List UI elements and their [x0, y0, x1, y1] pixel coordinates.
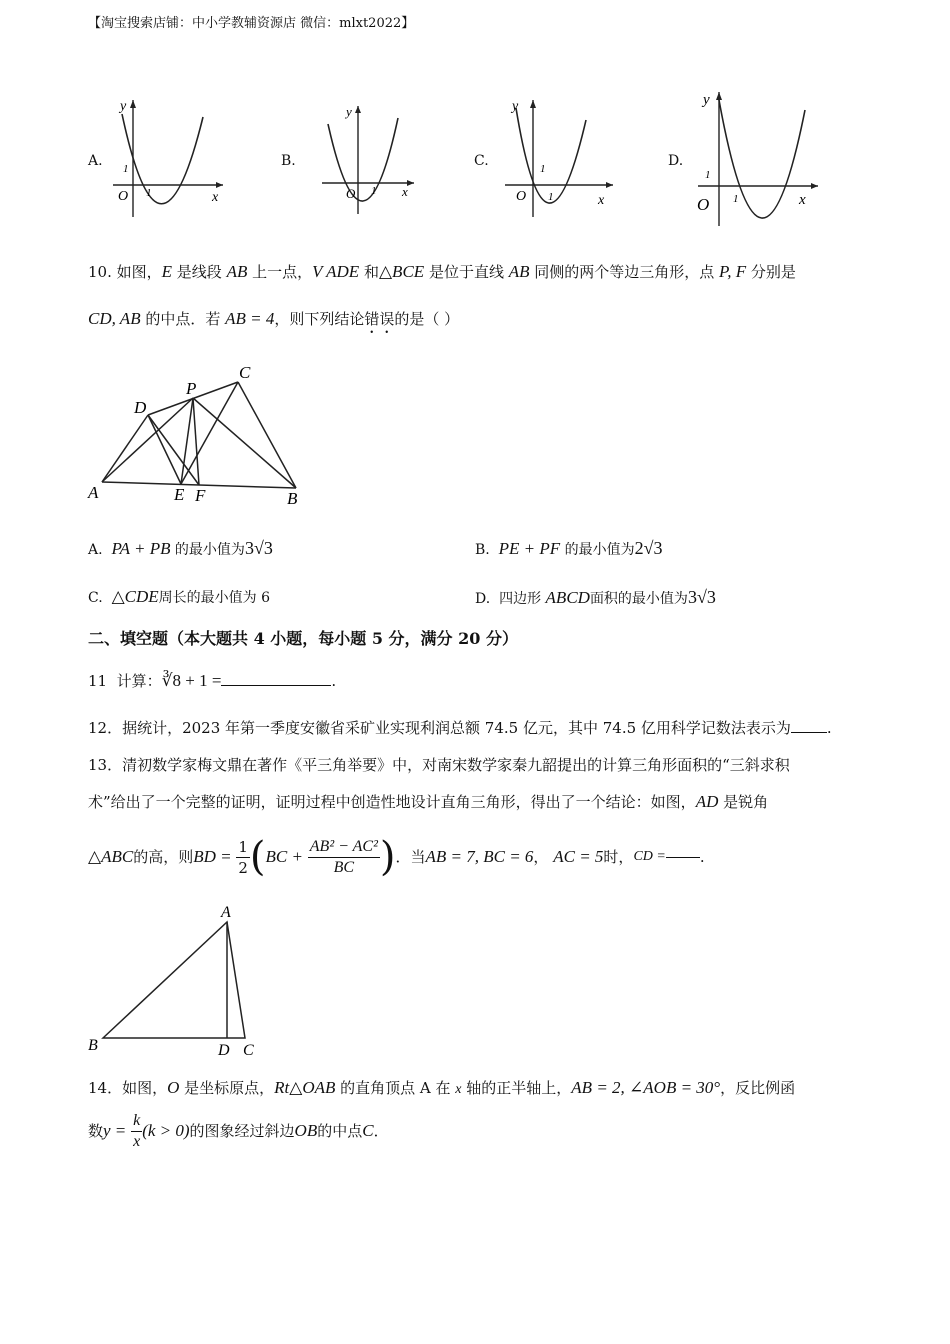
svg-text:O: O — [516, 189, 527, 204]
q10-option-d: D. 四边形 ABCD面积的最小值为3√3 — [475, 587, 716, 607]
q11: 11 计算：∛8 + 1 = . — [88, 671, 337, 690]
svg-text:B: B — [287, 489, 298, 508]
svg-text:x: x — [212, 190, 219, 205]
q13-line2: 术”给出了一个完整的证明，证明过程中创造性地设计直角三角形，得出了一个结论：如图，AD 是锐角 — [88, 792, 769, 811]
svg-text:y: y — [512, 99, 519, 114]
svg-text:O: O — [118, 189, 129, 204]
svg-text:x: x — [799, 192, 806, 208]
q9-option-d-label: D. — [668, 153, 684, 169]
q10-figure — [86, 352, 308, 514]
svg-text:P: P — [186, 379, 197, 398]
svg-text:1: 1 — [146, 187, 152, 199]
q9-graph-a — [108, 92, 228, 224]
svg-text:1: 1 — [548, 191, 554, 203]
svg-text:y: y — [346, 104, 352, 119]
svg-text:D: D — [218, 1042, 230, 1059]
svg-text:1: 1 — [540, 163, 546, 175]
q14-line2: 数 y = $\frac{k}{x}$ (k > 0) 的图象经过斜边 OB 的中点 C ． — [88, 1111, 389, 1150]
svg-text:1: 1 — [705, 169, 711, 181]
svg-text:C: C — [239, 363, 251, 382]
q9-option-b-label: B. — [281, 153, 296, 169]
q14-line1: 14．如图，O 是坐标原点，Rt△OAB 的直角顶点 A 在 x 轴的正半轴上，AB = 2, ∠AOB = 30°，反比例函 — [88, 1078, 796, 1097]
q10-stem-line2: CD, AB 的中点．若 AB = 4，则下列结论错误的是（ ） — [88, 309, 460, 328]
svg-text:y: y — [703, 92, 710, 108]
svg-text:B: B — [88, 1037, 98, 1054]
q10-stem-line1: 10. 如图，E 是线段 AB 上一点，V ADE 和△BCE 是位于直线 AB 同侧的两个等边三角形，点 P, F 分别是 — [88, 262, 796, 281]
q10-option-b: B. PE + PF 的最小值为2√3 — [475, 538, 663, 558]
section-title-fill-blank: 二、填空题（本大题共 4 小题，每小题 5 分，满分 20 分） — [88, 629, 518, 648]
svg-text:C: C — [243, 1042, 254, 1059]
q9-graph-d — [693, 86, 823, 232]
q12: 12．据统计，2023 年第一季度安徽省采矿业实现利润总额 74.5 亿元，其中 74.5 亿用科学记数法表示为 . — [88, 719, 832, 737]
svg-text:E: E — [174, 485, 185, 504]
svg-text:1: 1 — [123, 163, 129, 175]
q10-option-a: A. PA + PB 的最小值为3√3 — [88, 538, 273, 558]
q10-option-c: C. △CDE周长的最小值为 6 — [88, 587, 271, 606]
q9-graph-c — [500, 92, 620, 224]
q13-line3: △ABC 的高，则 BD = $\frac{1}{2}$ ( BC + $\frac{\text{AB² − AC²}}{BC}$ ) ．当 AB = 7, BC = 6 ， AC = 5 时， CD = . — [88, 834, 705, 880]
svg-text:1: 1 — [733, 193, 739, 205]
svg-text:O: O — [346, 186, 356, 201]
parabola — [122, 114, 203, 204]
answer-blank — [221, 685, 331, 686]
svg-text:A: A — [88, 483, 99, 502]
header-banner: 【淘宝搜索店铺：中小学教辅资源店 微信：mlxt2022】 — [88, 16, 415, 31]
q9-option-c-label: C. — [474, 153, 489, 169]
svg-text:x: x — [402, 184, 408, 199]
svg-text:y: y — [120, 99, 127, 114]
q9-option-a-label: A. — [88, 153, 103, 169]
svg-text:1: 1 — [371, 185, 377, 197]
svg-text:x: x — [598, 193, 605, 208]
q13-line1: 13．清初数学家梅文鼎在著作《平三角举要》中，对南宋数学家秦九韶提出的计算三角形面积的“三斜求积 — [88, 756, 790, 774]
q13-triangle-figure — [85, 900, 265, 1060]
svg-text:A: A — [221, 904, 231, 921]
q9-graph-b — [318, 96, 418, 220]
svg-text:D: D — [134, 398, 147, 417]
emphasis-wrong: 错误 — [364, 310, 395, 328]
answer-blank — [666, 857, 700, 858]
answer-blank — [791, 732, 827, 733]
svg-text:O: O — [697, 195, 710, 214]
svg-text:F: F — [195, 486, 206, 505]
